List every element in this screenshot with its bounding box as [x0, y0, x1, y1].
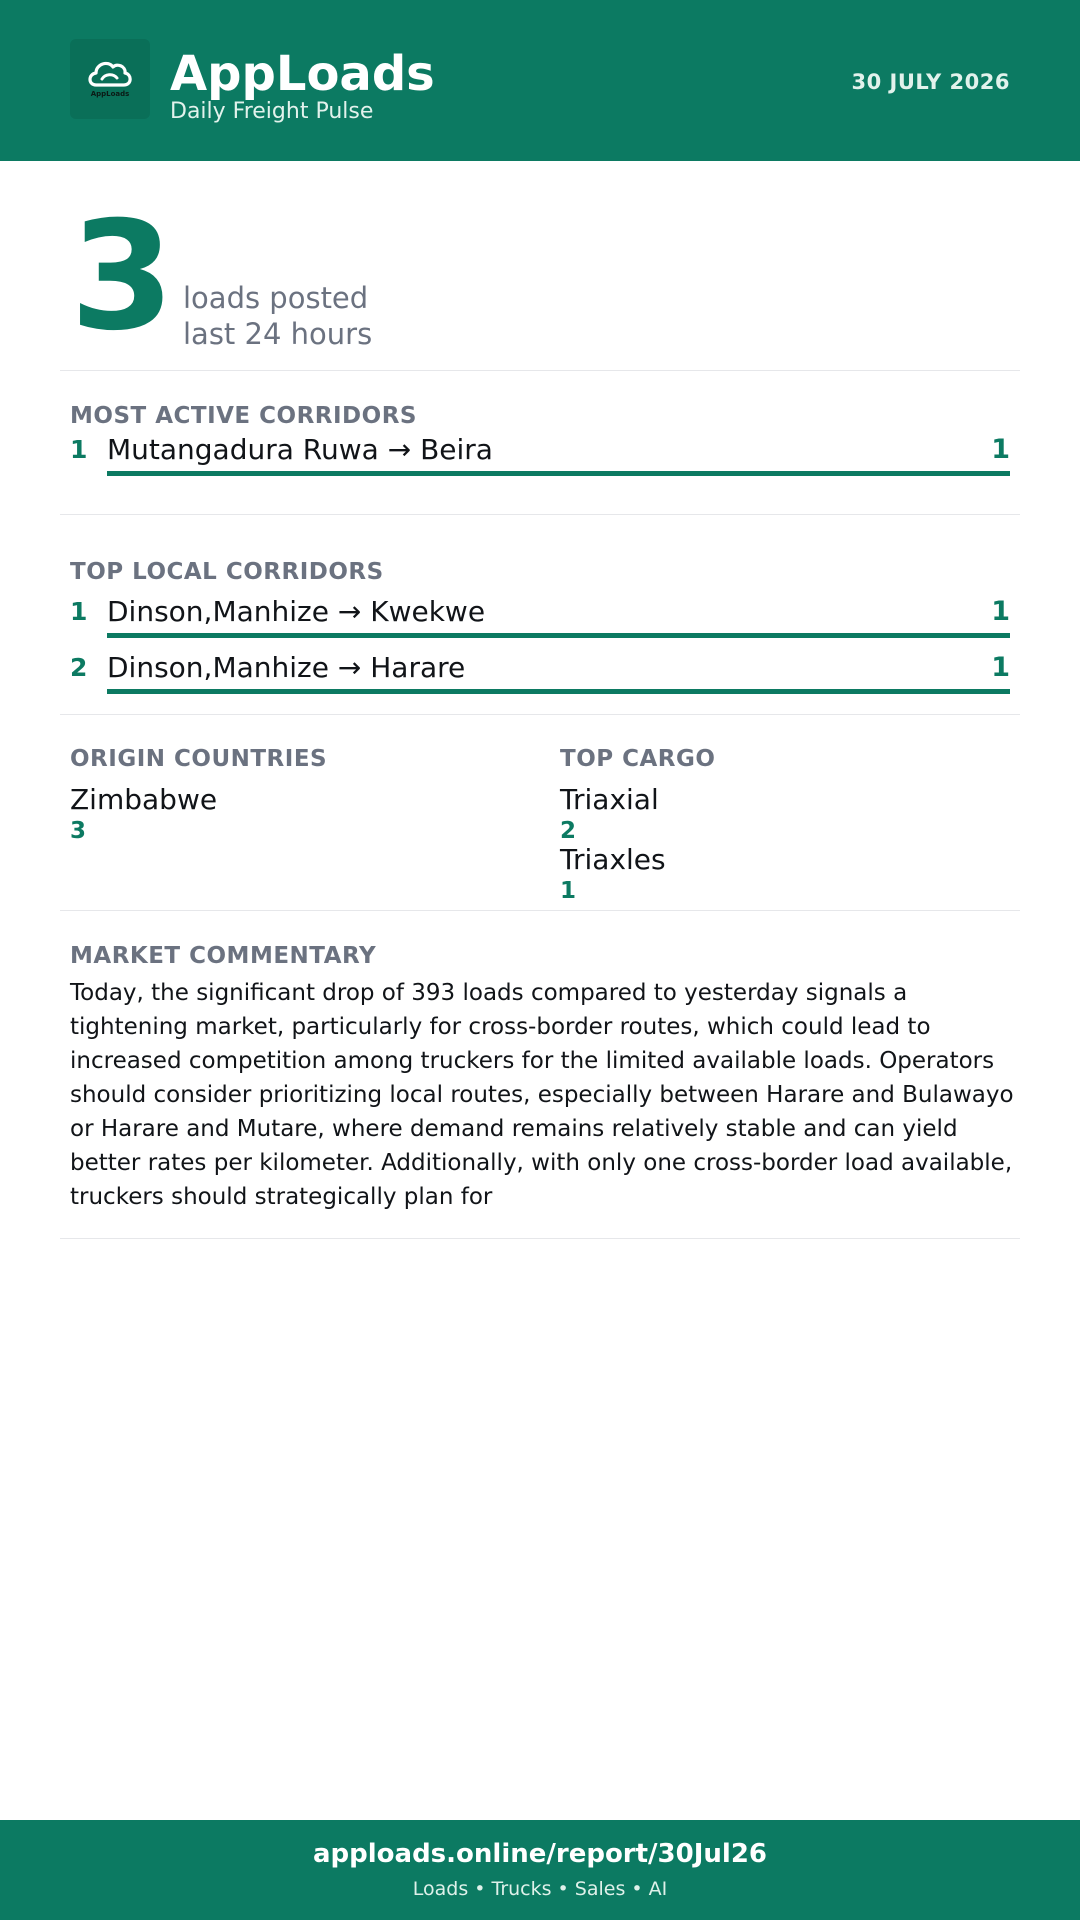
origin-country-name: Zimbabwe	[70, 783, 218, 816]
app-subtitle: Daily Freight Pulse	[170, 99, 374, 124]
local-corridor-row	[70, 651, 1010, 691]
divider	[60, 910, 1020, 911]
local-corridor-row	[70, 595, 1010, 635]
origin-country-count: 3	[70, 818, 87, 844]
report-link[interactable]: apploads.online/report/30Jul26	[312, 1839, 768, 1869]
cargo-count: 2	[560, 818, 577, 844]
footer-banner	[0, 1820, 1080, 1920]
footer-tagline: Loads • Trucks • Sales • AI	[412, 1878, 668, 1900]
app-title: AppLoads	[170, 46, 435, 102]
logo-wordmark: AppLoads	[90, 90, 130, 98]
cloud-icon	[70, 39, 150, 119]
local-corridor-route: Dinson,Manhize → Harare	[107, 651, 466, 684]
market-commentary-title: MARKET COMMENTARY	[70, 943, 377, 969]
header-banner	[0, 0, 1080, 161]
corridor-bar	[107, 471, 1010, 476]
cargo-name: Triaxial	[560, 783, 659, 816]
most-active-corridors-title: MOST ACTIVE CORRIDORS	[70, 403, 417, 429]
loads-posted-period: last 24 hours	[183, 317, 373, 351]
market-commentary-text: Today, the significant drop of 393 loads compared to yesterday signals a tightening market, particularly for cross-border routes, which could lead to increased competition among truckers for the limited available loads. Operators should consider prioritizing local routes, especially between Harare and Bulawayo or Harare and Mutare, where demand remains relatively stable and can yield better rates per kilometer. Additionally, with only one cross-border load available, truckers should strategically plan for	[70, 980, 1014, 1210]
local-corridor-count: 1	[991, 596, 1010, 627]
cargo-name: Triaxles	[560, 843, 666, 876]
loads-posted-label: loads posted	[183, 281, 369, 315]
corridor-count: 1	[991, 434, 1010, 465]
divider	[60, 1238, 1020, 1239]
local-corridor-rank: 2	[70, 653, 88, 682]
origin-countries-title: ORIGIN COUNTRIES	[70, 746, 328, 772]
corridor-bar-fill	[107, 471, 1010, 476]
corridor-row	[70, 433, 1010, 473]
local-corridor-bar	[107, 633, 1010, 638]
report-date: 30 JULY 2026	[851, 70, 1010, 94]
cargo-count: 1	[560, 878, 577, 904]
corridor-route: Mutangadura Ruwa → Beira	[107, 433, 493, 466]
local-corridor-bar-fill	[107, 689, 1010, 694]
local-corridor-bar-fill	[107, 633, 1010, 638]
local-corridor-bar	[107, 689, 1010, 694]
local-corridor-route: Dinson,Manhize → Kwekwe	[107, 595, 486, 628]
local-corridor-count: 1	[991, 652, 1010, 683]
corridor-rank: 1	[70, 435, 88, 464]
top-local-corridors-title: TOP LOCAL CORRIDORS	[70, 559, 384, 585]
divider	[60, 370, 1020, 371]
divider	[60, 514, 1020, 515]
loads-posted-count: 3	[70, 190, 175, 364]
app-logo	[70, 39, 150, 119]
top-cargo-title: TOP CARGO	[560, 746, 716, 772]
divider	[60, 714, 1020, 715]
local-corridor-rank: 1	[70, 597, 88, 626]
